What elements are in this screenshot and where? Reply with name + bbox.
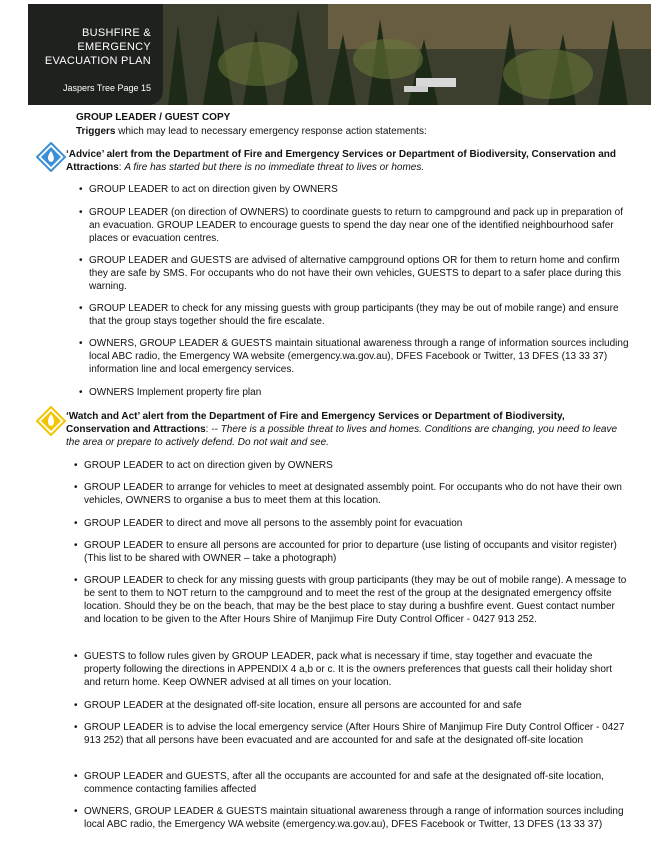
triggers-label: Triggers: [76, 126, 116, 137]
list-item: • GROUP LEADER to act on direction given by OWNERS: [74, 460, 333, 471]
advice-alert: ‘Advice’ alert from the Department of Fire and Emergency Services or Department of Biodiversity, Conservation and Attractions: A fire has started but there is no immediate threat to lives or homes.: [66, 149, 616, 173]
title-line-1: BUSHFIRE &: [81, 27, 151, 39]
watch-act-description: -- There is a possible threat to lives and homes. Conditions are changing, you need to leave the area or prepare to actively defend. Do not wait and see.: [66, 424, 618, 448]
list-item: • GROUP LEADER to check for any missing guests with group participants (they may be out of mobile range). A message to be sent to them to NOT return to the campground and to meet the rest of the group at the designated emergency offsite location. Should they be on the beach, that may be the best place to stay during a bushfire event. Guest contact number and location to be given to the After Hours Shire of Manjimup Fire Duty Control Officer - 0427 913 252.: [74, 575, 627, 625]
list-item: • OWNERS Implement property fire plan: [79, 387, 262, 398]
title-line-2: EMERGENCY: [77, 41, 151, 53]
watch-act-diamond-icon: [36, 406, 66, 436]
plan-title: [45, 26, 151, 68]
triggers-intro: [76, 126, 427, 137]
list-item: • GROUP LEADER to direct and move all persons to the assembly point for evacuation: [74, 518, 463, 529]
advice-diamond-icon: [36, 142, 66, 172]
list-item: • GROUP LEADER is to advise the local emergency service (After Hours Shire of Manjimup Fire Duty Control Officer - 0427 913 252) that all persons have been evacuated and are accounted for and safe at the designated off-site location: [74, 722, 625, 746]
list-item: • GUESTS to follow rules given by GROUP LEADER, pack what is necessary if time, stay together and evacuate the property following the directions in APPENDIX 4 a,b or c. It is the owners preferences that guests call their holiday short and return home. Keep OWNER advised at all times on your location.: [74, 651, 613, 688]
list-item: • GROUP LEADER to arrange for vehicles to meet at designated assembly point. For occupants who do not have their own vehicles, OWNERS to organise a bus to meet them at this location.: [74, 482, 622, 506]
triggers-text: which may lead to necessary emergency response action statements:: [115, 126, 427, 137]
watch-act-alert: ‘Watch and Act’ alert from the Department of Fire and Emergency Services or Department of Biodiversity, Conservation and Attractions: -- There is a possible threat to lives and homes. Conditions are changing, you need to leave the area or prepare to actively defend. Do not wait and see.: [66, 411, 618, 448]
list-item: • OWNERS, GROUP LEADER & GUESTS maintain situational awareness through a range of information sources including local ABC radio, the Emergency WA website (emergency.wa.gov.au), DFES Facebook or Twitter, 13 DFES (13 33 37): [74, 806, 624, 830]
header-title-panel: [28, 4, 163, 105]
page-label: Jaspers Tree Page 15: [62, 83, 151, 93]
list-item: • OWNERS, GROUP LEADER & GUESTS maintain situational awareness through a range of information sources including local ABC radio, the Emergency WA website (emergency.wa.gov.au), DFES Facebook or Twitter, 13 DFES (13 33 37) information line and local emergency services.: [79, 338, 629, 375]
list-item: • GROUP LEADER and GUESTS, after all the occupants are accounted for and safe at the designated off-site location, commence contacting families affected: [74, 771, 604, 795]
advice-title: ‘Advice’ alert from the Department of Fire and Emergency Services or Department of Biodiversity, Conservation and Attractions: [66, 149, 616, 173]
advice-description: A fire has started but there is no immediate threat to lives or homes.: [124, 162, 425, 173]
list-item: • GROUP LEADER to check for any missing guests with group participants (they may be out of mobile range) and ensure that the group stays together should the fire escalate.: [79, 303, 619, 327]
list-item: • GROUP LEADER (on direction of OWNERS) to coordinate guests to return to campground and pack up in preparation of an evacuation. GROUP LEADER to encourage guests to spend the day near one of the identified neighbourhood safer places or evacuation centres.: [79, 207, 623, 244]
copy-heading: GROUP LEADER / GUEST COPY: [76, 112, 231, 123]
list-item: • GROUP LEADER to act on direction given by OWNERS: [79, 184, 338, 195]
watch-act-title: ‘Watch and Act’ alert from the Department of Fire and Emergency Services or Department of Biodiversity, Conservation and Attractions: [66, 411, 565, 435]
list-item: • GROUP LEADER at the designated off-site location, ensure all persons are accounted for and safe: [74, 700, 522, 711]
list-item: • GROUP LEADER and GUESTS are advised of alternative campground options OR for them to return home and confirm they are safe by SMS. For occupants who do not have their own vehicles, GUESTS to depart to a safer place during this warning.: [79, 255, 621, 292]
title-line-3: EVACUATION PLAN: [44, 55, 151, 67]
list-item: • GROUP LEADER to ensure all persons are accounted for prior to departure (use listing of occupants and visitor register) (This list to be shared with OWNER – take a photograph): [74, 540, 617, 564]
